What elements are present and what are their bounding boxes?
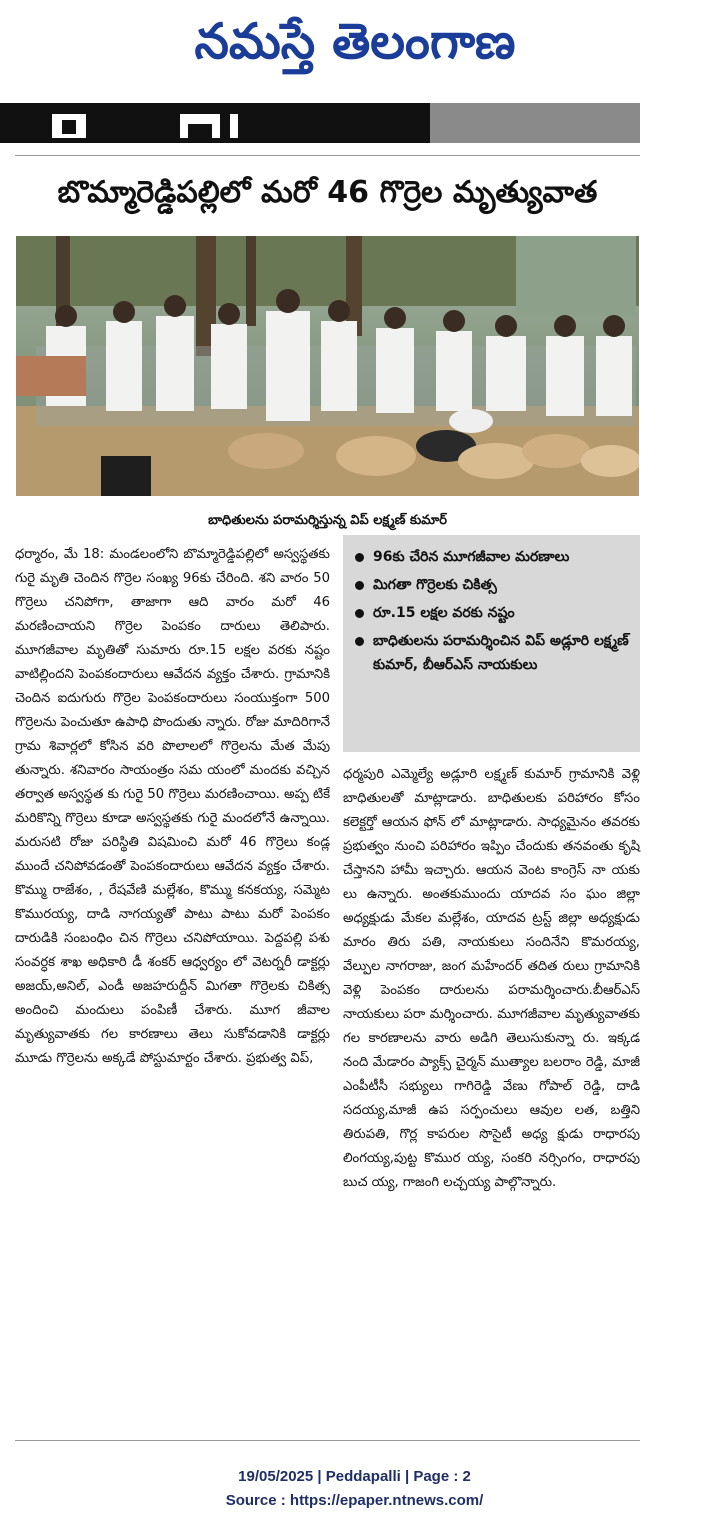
footer-source-line: Source : https://epaper.ntnews.com/	[225, 1492, 484, 1509]
article-body-right: ధర్మపురి ఎమ్మెల్యే అడ్లూరి లక్ష్మణ్ కుమార్ గ్రామానికి వెళ్లి బాధితులతో మాట్లాడారు. బాధితులకు పరిహారం కోసం కలెక్టర్తో ఆయన ఫోన్ లో మాట్లాడారు. సాధ్యమైనం తవరకు ప్రభుత్వం నుంచి పరిహారం ఇప్పిం చేందుకు తనవంతు కృషి చేస్తానని హామీ ఇచ్చారు. ఆయన వెంట కాంగ్రెస్ నా యకు లు ఉన్నారు. అంతకుముందు యాదవ సం ఘం జిల్లా అధ్యక్షుడు మేకల మల్లేశం, యాదవ ట్రస్ట్ జిల్లా అధ్యక్షుడు మారం తిరు పతి, నాయకులు సందినేని కొమరయ్య, వేల్పుల నాగరాజు, జంగ మహేందర్ తదిత రులు గ్రామానికి వెళ్లి పెంపకం దారులను పరామర్శించారు.బీఆర్ఎస్ నాయకులు పరా మర్శించారు. మూగజీవాల మృత్యువాతకు గల కారణాలను వారు అడిగి తెలుసుకున్నా రు. ఇక్కడ నంది మేడారం ప్యాక్స్ చైర్మన్ ముత్యాల బలరాం రెడ్డి, మాజీ ఎంపీటీసీ సభ్యులు గాగిరెడ్డి వేణు గోపాల్ రెడ్డి, దాడి సదయ్య,మాజీ ఉప సర్పంచులు ఆవుల లత, బత్తిని తిరుపతి, గొర్ల కాపరుల సొసైటీ అధ్య క్షుడు రాధారపు లింగయ్య,పుట్ట కొముర య్య, సంకరి నర్సింగం, రాధారపు బుచ య్య, గాజంగి లచ్చయ్య పాల్గొన్నారు.	[343, 767, 640, 1190]
article-headline: బొమ్మారెడ్డిపల్లిలో మరో 46 గొర్రెల మృత్యువాత	[57, 175, 598, 210]
section-bar-glyphs	[40, 106, 280, 140]
newspaper-masthead: నమస్తే తెలంగాణ	[194, 13, 516, 70]
divider	[15, 155, 640, 156]
article-body-left: ధర్మారం, మే 18: మండలంలోని బొమ్మారెడ్డిపల్లిలో అస్వస్థతకు గురై మృతి చెందిన గొర్రెల సంఖ్య 96కు చేరింది. శని వారం 50 గొర్రెలు చనిపోగా, తాజాగా ఆది వారం మరో 46 మరణించాయని గొర్రెల పెంపకం దారులు తెలిపారు. మూగజీవాల మృతితో సుమారు రూ.15 లక్షల వరకు నష్టం వాటిల్లిందని పెంపకందారులు ఆవేదన వ్యక్తం చేశారు. గ్రామానికి చెందిన ఐదుగురు గొర్రెల పెంపకందారులు సంయుక్తంగా 500 గొర్రెలను పెంచుతూ ఉపాధి పొందుతు న్నారు. రోజు మాదిరిగానే గ్రామ శివార్లలో కోసిన వరి పొలాలలో గొర్రెలను మేత మేపు తున్నారు. శనివారం సాయంత్రం సమ యంలో మందకు వచ్చిన తర్వాత అస్వస్థత కు గురై 50 గొర్రెలు మరణించాయి. అప్ప టికే మరికొన్ని గొర్రెలు కూడా అస్వస్థతకు గురై మందలోనే ఉన్నాయి. మరుసటి రోజు పరిస్థితి విషమించి మరో 46 గొర్రెలు కండ్ల ముందే చనిపోవడంతో పెంపకందారులు ఆవేదన వ్యక్తం చేశారు. కొమ్ము రాజేశం, , రేషవేణి మల్లేశం, కొమ్ము కనకయ్య, సమ్మెట కొమురయ్య, దాడి నాగయ్యతో పాటు పాటు మరో పెంపకం దారుడికి సంబంధిం చిన గొర్రెలు చనిపోయాయి. పెద్దపల్లి పశు సంవర్ధక శాఖ అధికారి డీ శంకర్ ఆధ్వర్యం లో వెటర్నరీ డాక్టర్లు అజయ్,అనిల్, ఎండీ అజహరుద్దీన్ మిగతా గొర్రెలకు చికిత్స అందించి మందులు పంపిణీ చేశారు. మూగ జీవాల మృత్యువాతకు గల కారణాలు తెలు సుకోవడానికి డాక్టర్లు మూడు గొర్రెలను అక్కడే పోస్టుమార్టం చేశారు. ప్రభుత్వ విప్,	[15, 547, 331, 1066]
section-bar-grey	[430, 103, 640, 143]
divider	[15, 1440, 640, 1441]
photo-caption: బాధితులను పరామర్శిస్తున్న విప్ లక్ష్మణ్ కుమార్	[208, 513, 447, 528]
highlight-item: రూ.15 లక్షల వరకు నష్టం	[353, 601, 632, 625]
highlight-item: మిగతా గొర్రెలకు చికిత్స	[353, 573, 632, 597]
highlight-item: 96కు చేరిన మూగజీవాల మరణాలు	[353, 545, 632, 569]
highlights-box	[343, 535, 640, 752]
article-photo	[16, 236, 639, 496]
highlight-item: బాధితులను పరామర్శించిన విప్ అడ్లూరి లక్ష్మణ్ కుమార్, బీఆర్ఎస్ నాయకులు	[353, 629, 632, 677]
footer-date-line: 19/05/2025 | Peddapalli | Page : 2	[238, 1468, 471, 1485]
